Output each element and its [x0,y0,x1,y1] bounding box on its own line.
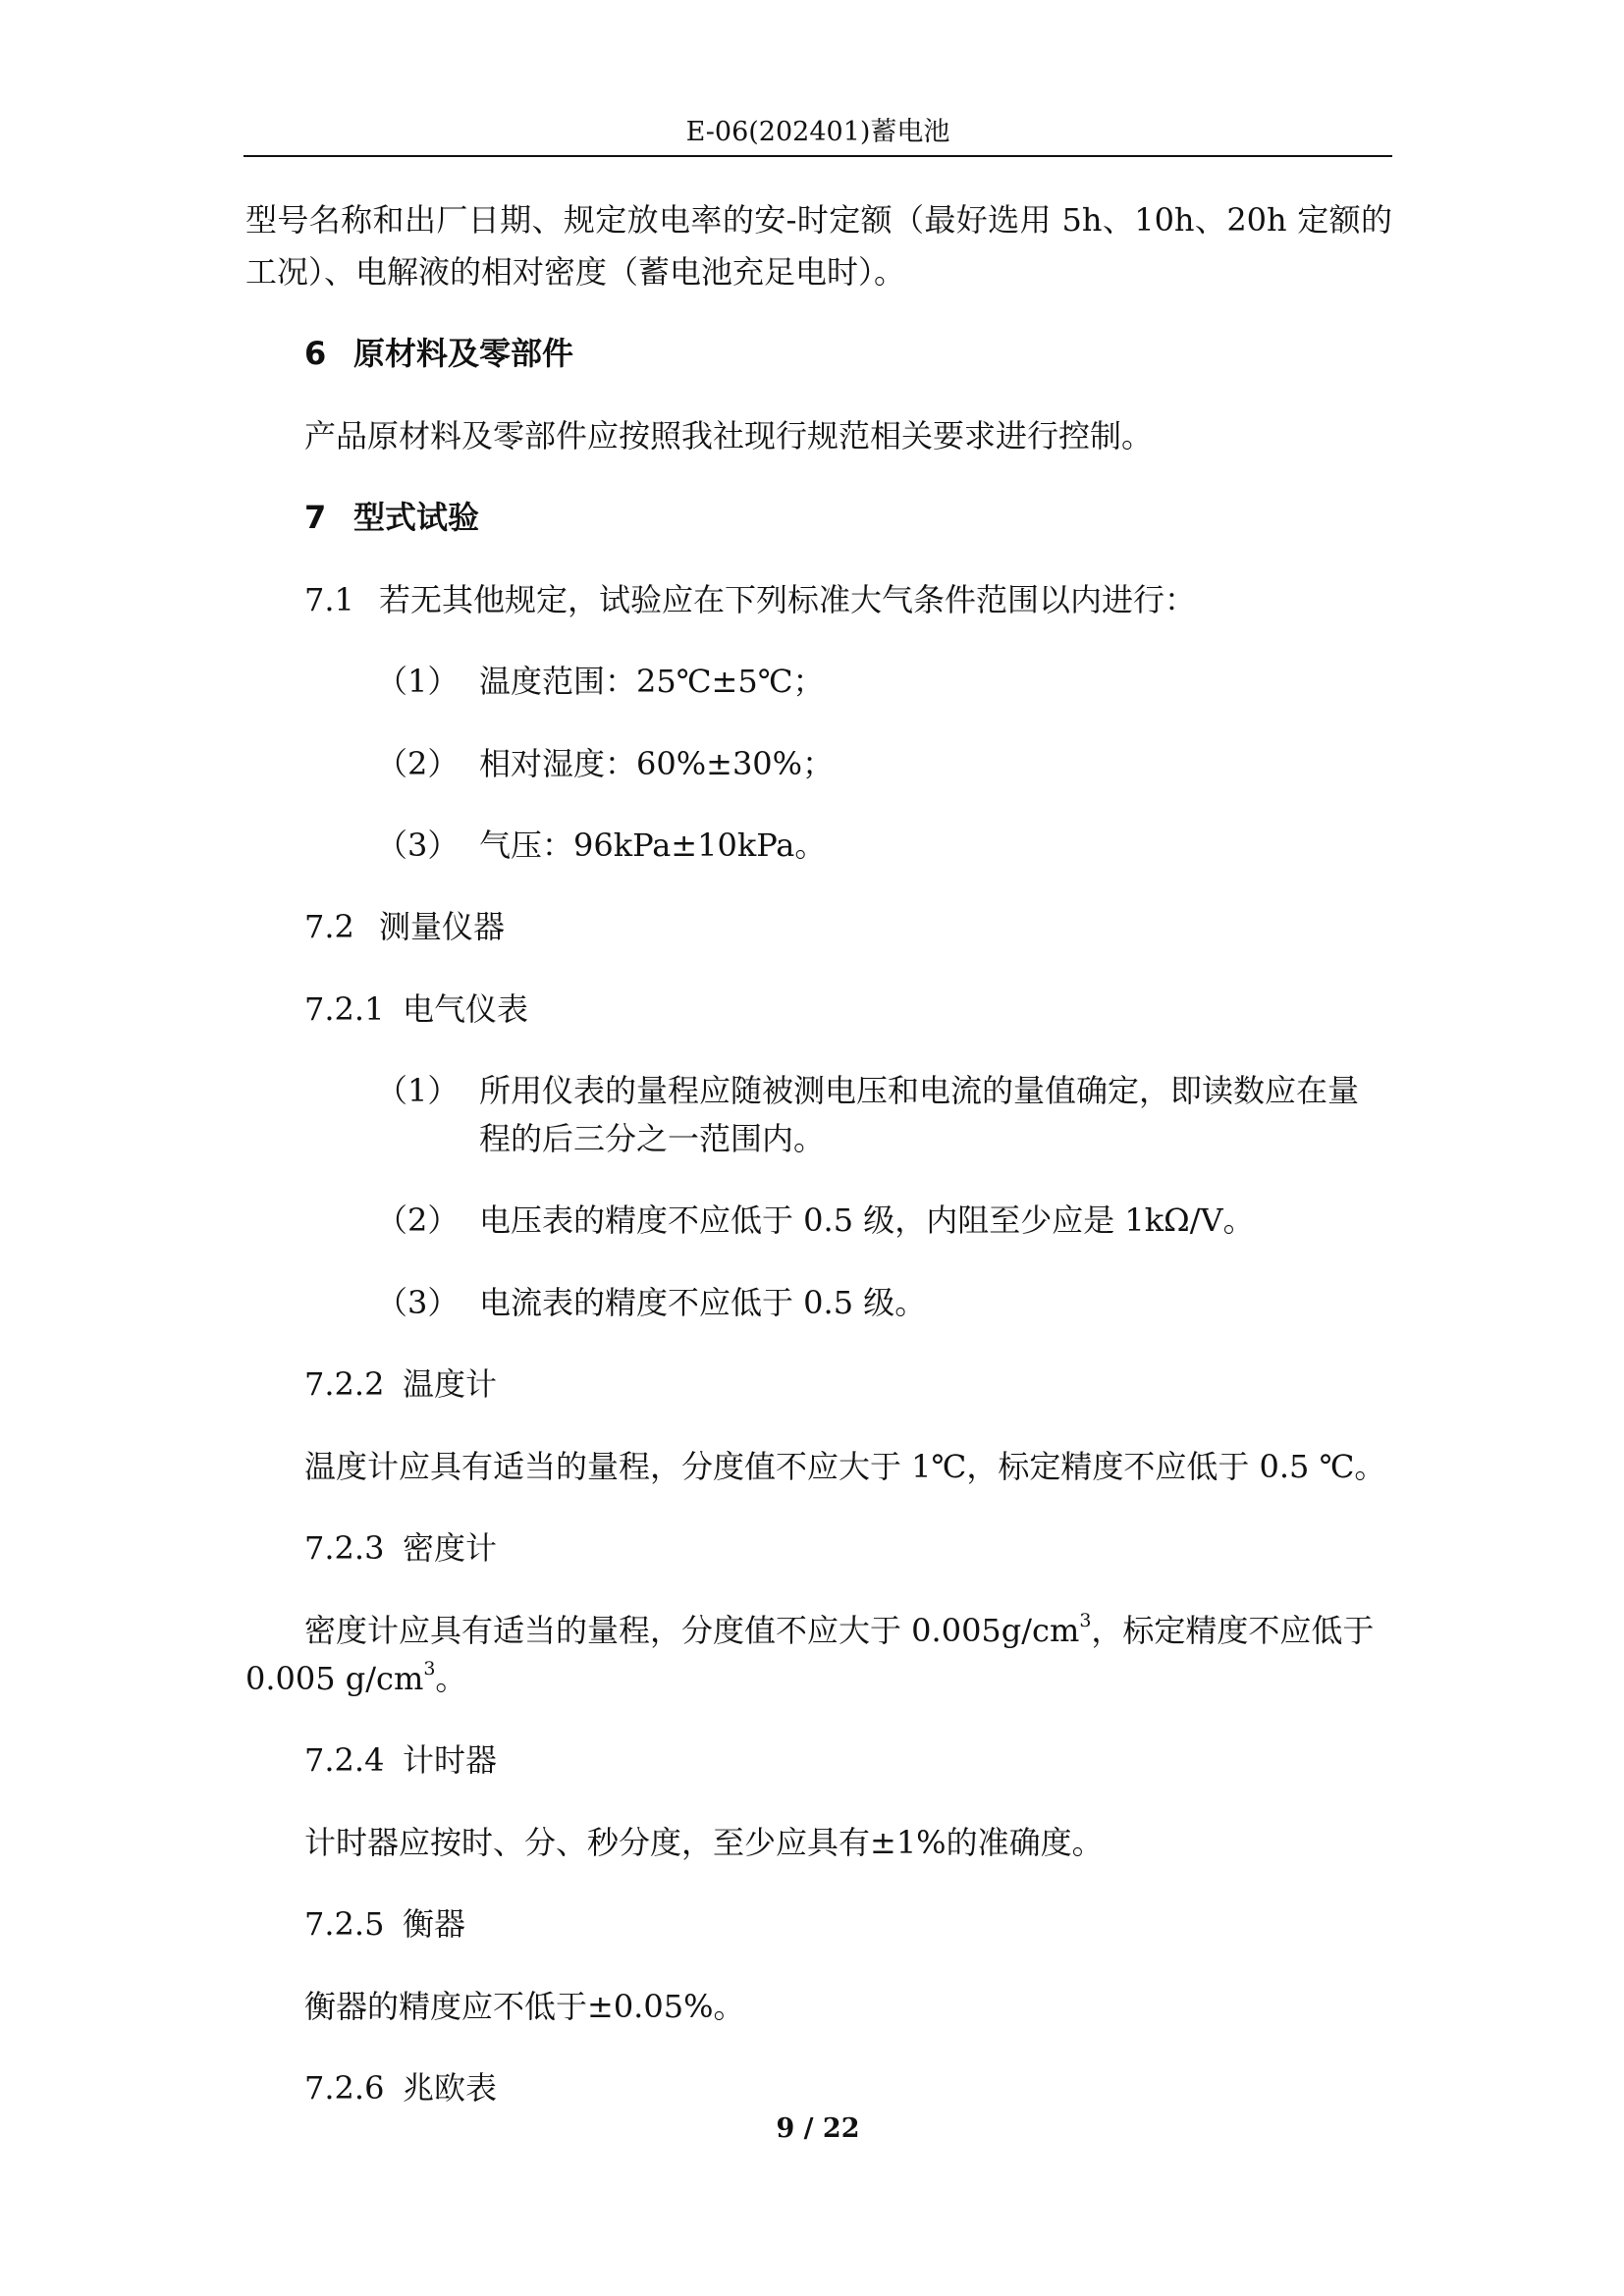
running-header: E-06(202401)蓄电池 [685,117,950,147]
list-text: 电流表的精度不应低于 0.5 级。 [479,1284,927,1321]
clause-text: 若无其他规定，试验应在下列标准大气条件范围以内进行： [379,581,1197,618]
list-text: 气压：96kPa±10kPa。 [479,827,827,864]
clause-number: 7.2.5 [304,1905,385,1943]
list-text: 电压表的精度不应低于 0.5 级，内阻至少应是 1kΩ/V。 [479,1201,1255,1239]
body-text: 。 [435,1660,467,1697]
header-rule [244,155,1392,157]
list-item [376,662,825,701]
intro-line-2: 工况）、电解液的相对密度（蓄电池充足电时）。 [245,253,906,291]
page-number: 9 / 22 [776,2113,860,2144]
section-title: 型式试验 [353,499,480,536]
clause-title: 电气仪表 [403,990,529,1028]
clause-7-2 [304,907,505,946]
clause-7-2-2-body: 温度计应具有适当的量程，分度值不应大于 1℃，标定精度不应低于 0.5 ℃。 [304,1448,1386,1485]
clause-7-2-4 [304,1740,497,1780]
list-item [376,826,826,865]
list-marker: （1） [376,663,460,700]
clause-number: 7.2.2 [304,1365,385,1403]
clause-number: 7.1 [304,581,354,618]
superscript: 3 [1079,1610,1092,1632]
clause-7-2-6 [304,2068,497,2108]
clause-title: 衡器 [403,1905,466,1943]
clause-7-2-3-body-line-2 [245,1659,466,1698]
body-text: ，标定精度不应低于 [1091,1612,1375,1649]
clause-number: 7.2.1 [304,990,385,1028]
clause-7-2-1 [304,989,528,1029]
list-text: 温度范围：25℃±5℃； [479,663,825,700]
clause-7-2-3 [304,1528,497,1568]
section-6-heading [304,334,573,373]
clause-number: 7.2.6 [304,2069,385,2107]
list-text: 所用仪表的量程应随被测电压和电流的量值确定，即读数应在量 [479,1072,1360,1109]
list-item-continuation: 程的后三分之一范围内。 [479,1120,826,1157]
body-text: 0.005 g/cm [245,1660,424,1697]
clause-title: 测量仪器 [379,908,506,945]
clause-title: 温度计 [403,1365,498,1403]
intro-line-1: 型号名称和出厂日期、规定放电率的安-时定额（最好选用 5h、10h、20h 定额的 [245,201,1392,239]
clause-number: 7.2 [304,908,354,945]
clause-7-2-3-body-line-1 [304,1611,1374,1650]
list-marker: （2） [376,1201,460,1239]
body-text: 密度计应具有适当的量程，分度值不应大于 0.005g/cm [304,1612,1080,1649]
section-number: 7 [304,499,327,536]
clause-7-2-5 [304,1904,465,1944]
list-text: 相对湿度：60%±30%； [479,745,835,782]
superscript: 3 [423,1658,436,1681]
clause-title: 计时器 [403,1741,498,1779]
section-title: 原材料及零部件 [353,335,574,372]
list-item [376,744,834,783]
section-number: 6 [304,335,327,372]
list-item [376,1071,1359,1110]
clause-title: 密度计 [403,1529,498,1567]
list-marker: （2） [376,745,460,782]
list-marker: （1） [376,1072,460,1109]
list-marker: （3） [376,1284,460,1321]
clause-7-2-5-body: 衡器的精度应不低于±0.05%。 [304,1988,745,2025]
list-marker: （3） [376,827,460,864]
list-item [376,1283,926,1322]
clause-7-1 [304,580,1196,619]
clause-number: 7.2.4 [304,1741,385,1779]
clause-title: 兆欧表 [403,2069,498,2107]
section-6-body: 产品原材料及零部件应按照我社现行规范相关要求进行控制。 [304,417,1154,454]
section-7-heading [304,498,479,537]
clause-7-2-2 [304,1364,497,1404]
clause-7-2-4-body: 计时器应按时、分、秒分度，至少应具有±1%的准确度。 [304,1824,1104,1861]
list-item [376,1201,1255,1240]
clause-number: 7.2.3 [304,1529,385,1567]
